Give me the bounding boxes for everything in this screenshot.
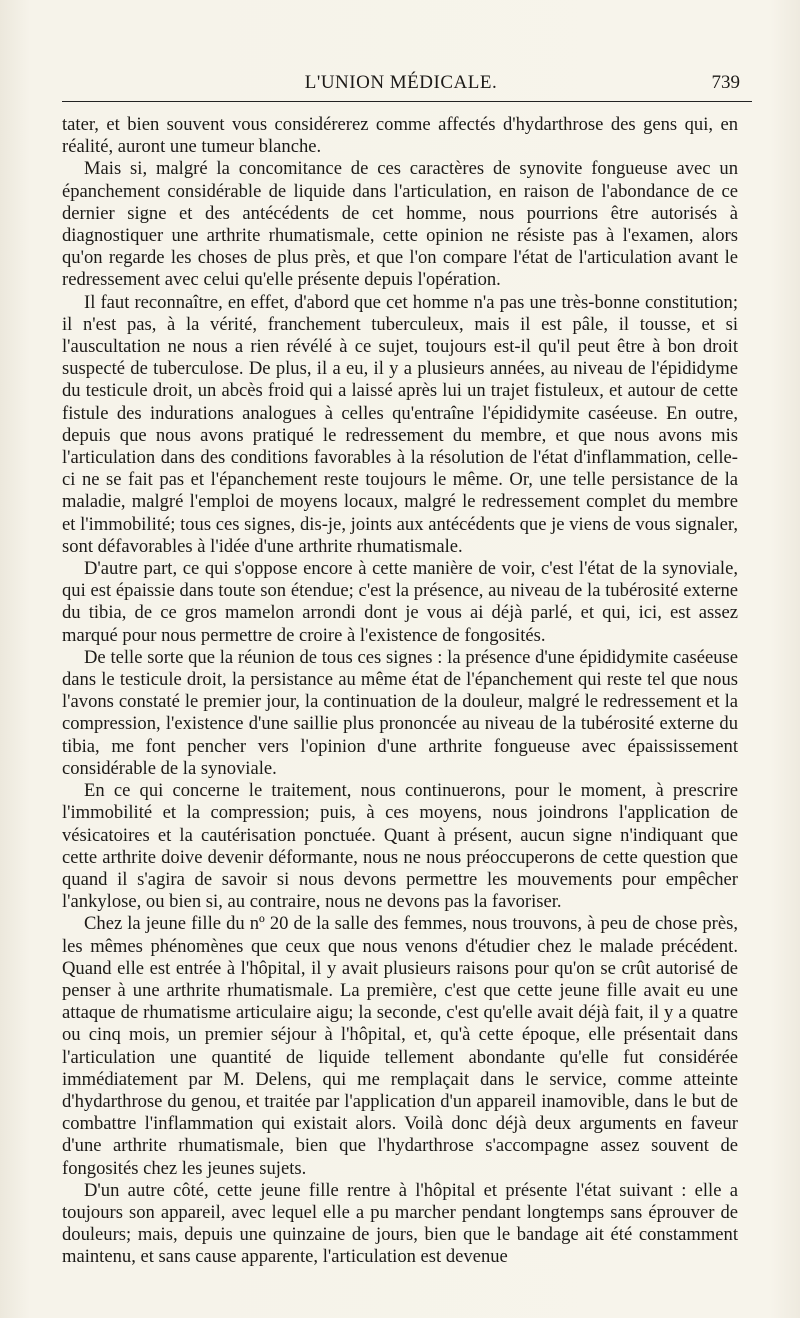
paragraph: Mais si, malgré la concomitance de ces caractères de synovite fongueuse avec un épanchement considérable de liquide dans l'articulation, en raison de l'abondance de ce dernier signe et des antécédents de cet homme, nous pourrions être autorisés à diagnostiquer une arthrite rhumatismale, cette opinion ne résiste pas à l'examen, alors qu'on regarde les choses de plus près, et que l'on compare l'état de l'articulation avant le redressement avec celui qu'elle présente depuis l'opération. bbox=[62, 158, 738, 291]
paragraph: Chez la jeune fille du nº 20 de la salle des femmes, nous trouvons, à peu de chose près, les mêmes phénomènes que ceux que nous venons d'étudier chez le malade précédent. Quand elle est entrée à l'hôpital, il y avait plusieurs raisons pour qu'on se crût autorisé de penser à une arthrite rhumatismale. La première, c'est que cette jeune fille avait eu une attaque de rhumatisme articulaire aigu; la seconde, c'est qu'elle avait déjà fait, il y a quatre ou cinq mois, un premier séjour à l'hôpital, et, qu'à cette époque, elle présentait dans l'articulation une quantité de liquide tellement abondante qu'elle fut considérée immédiatement par M. Delens, qui me remplaçait dans le service, comme atteinte d'hydarthrose du genou, et traitée par l'application d'un appareil inamovible, dans le but de combattre l'inflammation qui existait alors. Voilà donc déjà deux arguments en faveur d'une arthrite rhumatismale, bien que l'hydarthrose s'accompagne assez souvent de fongosités chez les jeunes sujets. bbox=[62, 913, 738, 1179]
running-title: L'UNION MÉDICALE. bbox=[304, 72, 498, 93]
article-body bbox=[62, 114, 738, 1269]
paragraph: tater, et bien souvent vous considérerez comme affectés d'hydarthrose des gens qui, en réalité, auront une tumeur blanche. bbox=[62, 114, 738, 158]
paragraph: En ce qui concerne le traitement, nous continuerons, pour le moment, à prescrire l'immobilité et la compression; puis, à ces moyens, nous joindrons l'application de vésicatoires et la cautérisation ponctuée. Quant à présent, aucun signe n'indiquant que cette arthrite doive devenir déformante, nous ne nous préoccuperons de cette question que quand il s'agira de savoir si nous devons permettre les mouvements pour empêcher l'ankylose, ou bien si, au contraire, nous ne devons pas la favoriser. bbox=[62, 780, 738, 913]
paragraph: D'autre part, ce qui s'oppose encore à cette manière de voir, c'est l'état de la synoviale, qui est épaissie dans toute son étendue; c'est la présence, au niveau de la tubérosité externe du tibia, de ce gros mamelon arrondi dont je vous ai déjà parlé, et qui, ici, est assez marqué pour nous permettre de croire à l'existence de fongosités. bbox=[62, 558, 738, 646]
page-header bbox=[62, 64, 740, 94]
page-number: 739 bbox=[711, 72, 740, 93]
paragraph: Il faut reconnaître, en effet, d'abord que cet homme n'a pas une très-bonne constitution; il n'est pas, à la vérité, franchement tuberculeux, mais il est pâle, il tousse, et si l'auscultation ne nous a rien révélé à ce sujet, toujours est-il qu'il peut être à bon droit suspecté de tuberculose. De plus, il a eu, il y a plusieurs années, au niveau de l'épididyme du testicule droit, un abcès froid qui a laissé après lui un trajet fistuleux, et autour de cette fistule des indurations analogues à celles qu'entraîne l'épididymite caséeuse. En outre, depuis que nous avons pratiqué le redressement du membre, et que nous avons mis l'articulation dans des conditions favorables à la résolution de l'état d'inflammation, celle-ci ne se fait pas et l'épanchement reste toujours le même. Or, une telle persistance de la maladie, malgré l'emploi de moyens locaux, malgré le redressement complet du membre et l'immobilité; tous ces signes, dis-je, joints aux antécédents que je viens de vous signaler, sont défavorables à l'idée d'une arthrite rhumatismale. bbox=[62, 291, 738, 557]
header-rule bbox=[62, 101, 752, 102]
paragraph: D'un autre côté, cette jeune fille rentre à l'hôpital et présente l'état suivant : elle a toujours son appareil, avec lequel elle a pu marcher pendant longtemps sans éprouver de douleurs; mais, depuis une quinzaine de jours, bien que le bandage ait été constamment maintenu, et sans cause apparente, l'articulation est devenue bbox=[62, 1179, 738, 1268]
paragraph: De telle sorte que la réunion de tous ces signes : la présence d'une épididymite caséeuse dans le testicule droit, la persistance au même état de l'épanchement qui reste tel que nous l'avons constaté le premier jour, la continuation de la douleur, malgré le redressement et la compression, l'existence d'une saillie plus prononcée au niveau de la tubérosité externe du tibia, me font pencher vers l'opinion d'une arthrite fongueuse avec épaississement considérable de la synoviale. bbox=[62, 646, 738, 779]
